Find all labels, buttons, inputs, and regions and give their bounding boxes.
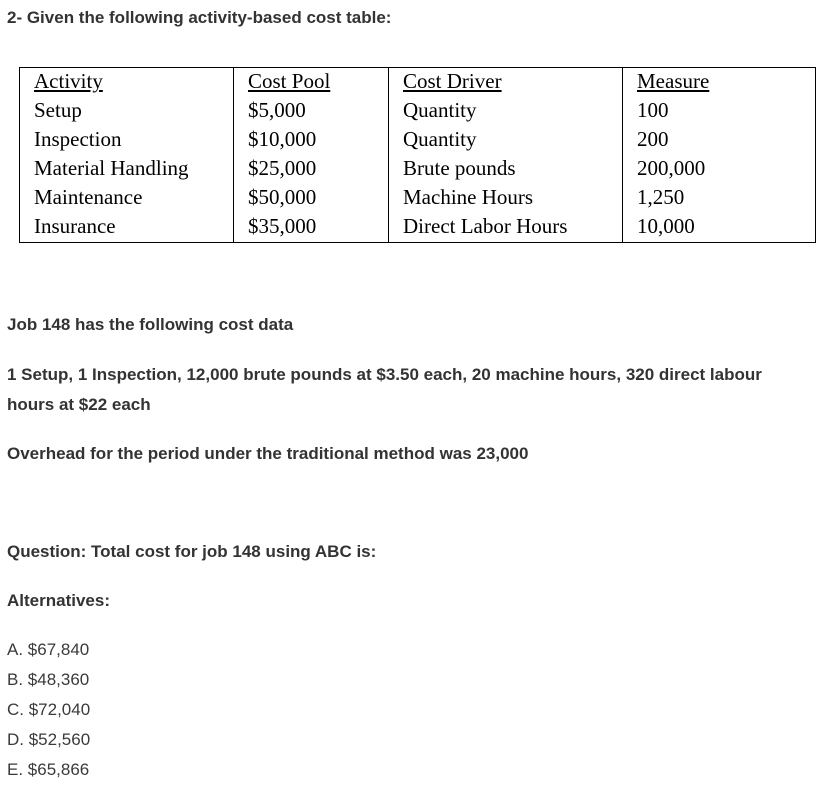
table-cell: $10,000 (234, 126, 389, 155)
table-row (20, 155, 816, 184)
table-cell: Insurance (20, 213, 234, 243)
table-row (20, 213, 816, 243)
answer-option-a[interactable]: A. $67,840 (7, 640, 90, 659)
activity-cost-table (19, 67, 816, 243)
answer-option-e[interactable]: E. $65,866 (7, 760, 90, 779)
table-cell: 200,000 (623, 155, 816, 184)
column-header: Measure (623, 68, 816, 98)
answer-option-c[interactable]: C. $72,040 (7, 700, 91, 719)
table-cell: $5,000 (234, 97, 389, 126)
column-header: Cost Pool (234, 68, 389, 98)
table-cell: Material Handling (20, 155, 234, 184)
column-header: Activity (20, 68, 234, 98)
table-cell: $25,000 (234, 155, 389, 184)
alternatives-heading: Alternatives: (7, 591, 110, 610)
table-cell: Quantity (389, 97, 623, 126)
table-cell: 200 (623, 126, 816, 155)
answer-option-b[interactable]: B. $48,360 (7, 670, 90, 689)
table-row (20, 97, 816, 126)
table-cell: Setup (20, 97, 234, 126)
job-details-text: 1 Setup, 1 Inspection, 12,000 brute pounds at $3.50 each, 20 machine hours, 320 direct labour hours at $22 each (7, 365, 762, 414)
table-cell: Machine Hours (389, 184, 623, 213)
table-cell: Brute pounds (389, 155, 623, 184)
table-cell: 10,000 (623, 213, 816, 243)
table-cell: $50,000 (234, 184, 389, 213)
job-intro-text: Job 148 has the following cost data (7, 315, 294, 334)
table-cell: $35,000 (234, 213, 389, 243)
table-cell: Quantity (389, 126, 623, 155)
table-cell: Inspection (20, 126, 234, 155)
question-text: Question: Total cost for job 148 using ABC is: (7, 542, 377, 561)
table-cell: Maintenance (20, 184, 234, 213)
answer-option-d[interactable]: D. $52,560 (7, 730, 91, 749)
table-header-row (20, 68, 816, 98)
table-cell: 1,250 (623, 184, 816, 213)
table-cell: Direct Labor Hours (389, 213, 623, 243)
question-heading: 2- Given the following activity-based cost table: (7, 8, 392, 27)
overhead-text: Overhead for the period under the traditional method was 23,000 (7, 444, 529, 463)
answer-list (7, 635, 90, 785)
table-cell: 100 (623, 97, 816, 126)
table-row (20, 184, 816, 213)
column-header: Cost Driver (389, 68, 623, 98)
table-row (20, 126, 816, 155)
